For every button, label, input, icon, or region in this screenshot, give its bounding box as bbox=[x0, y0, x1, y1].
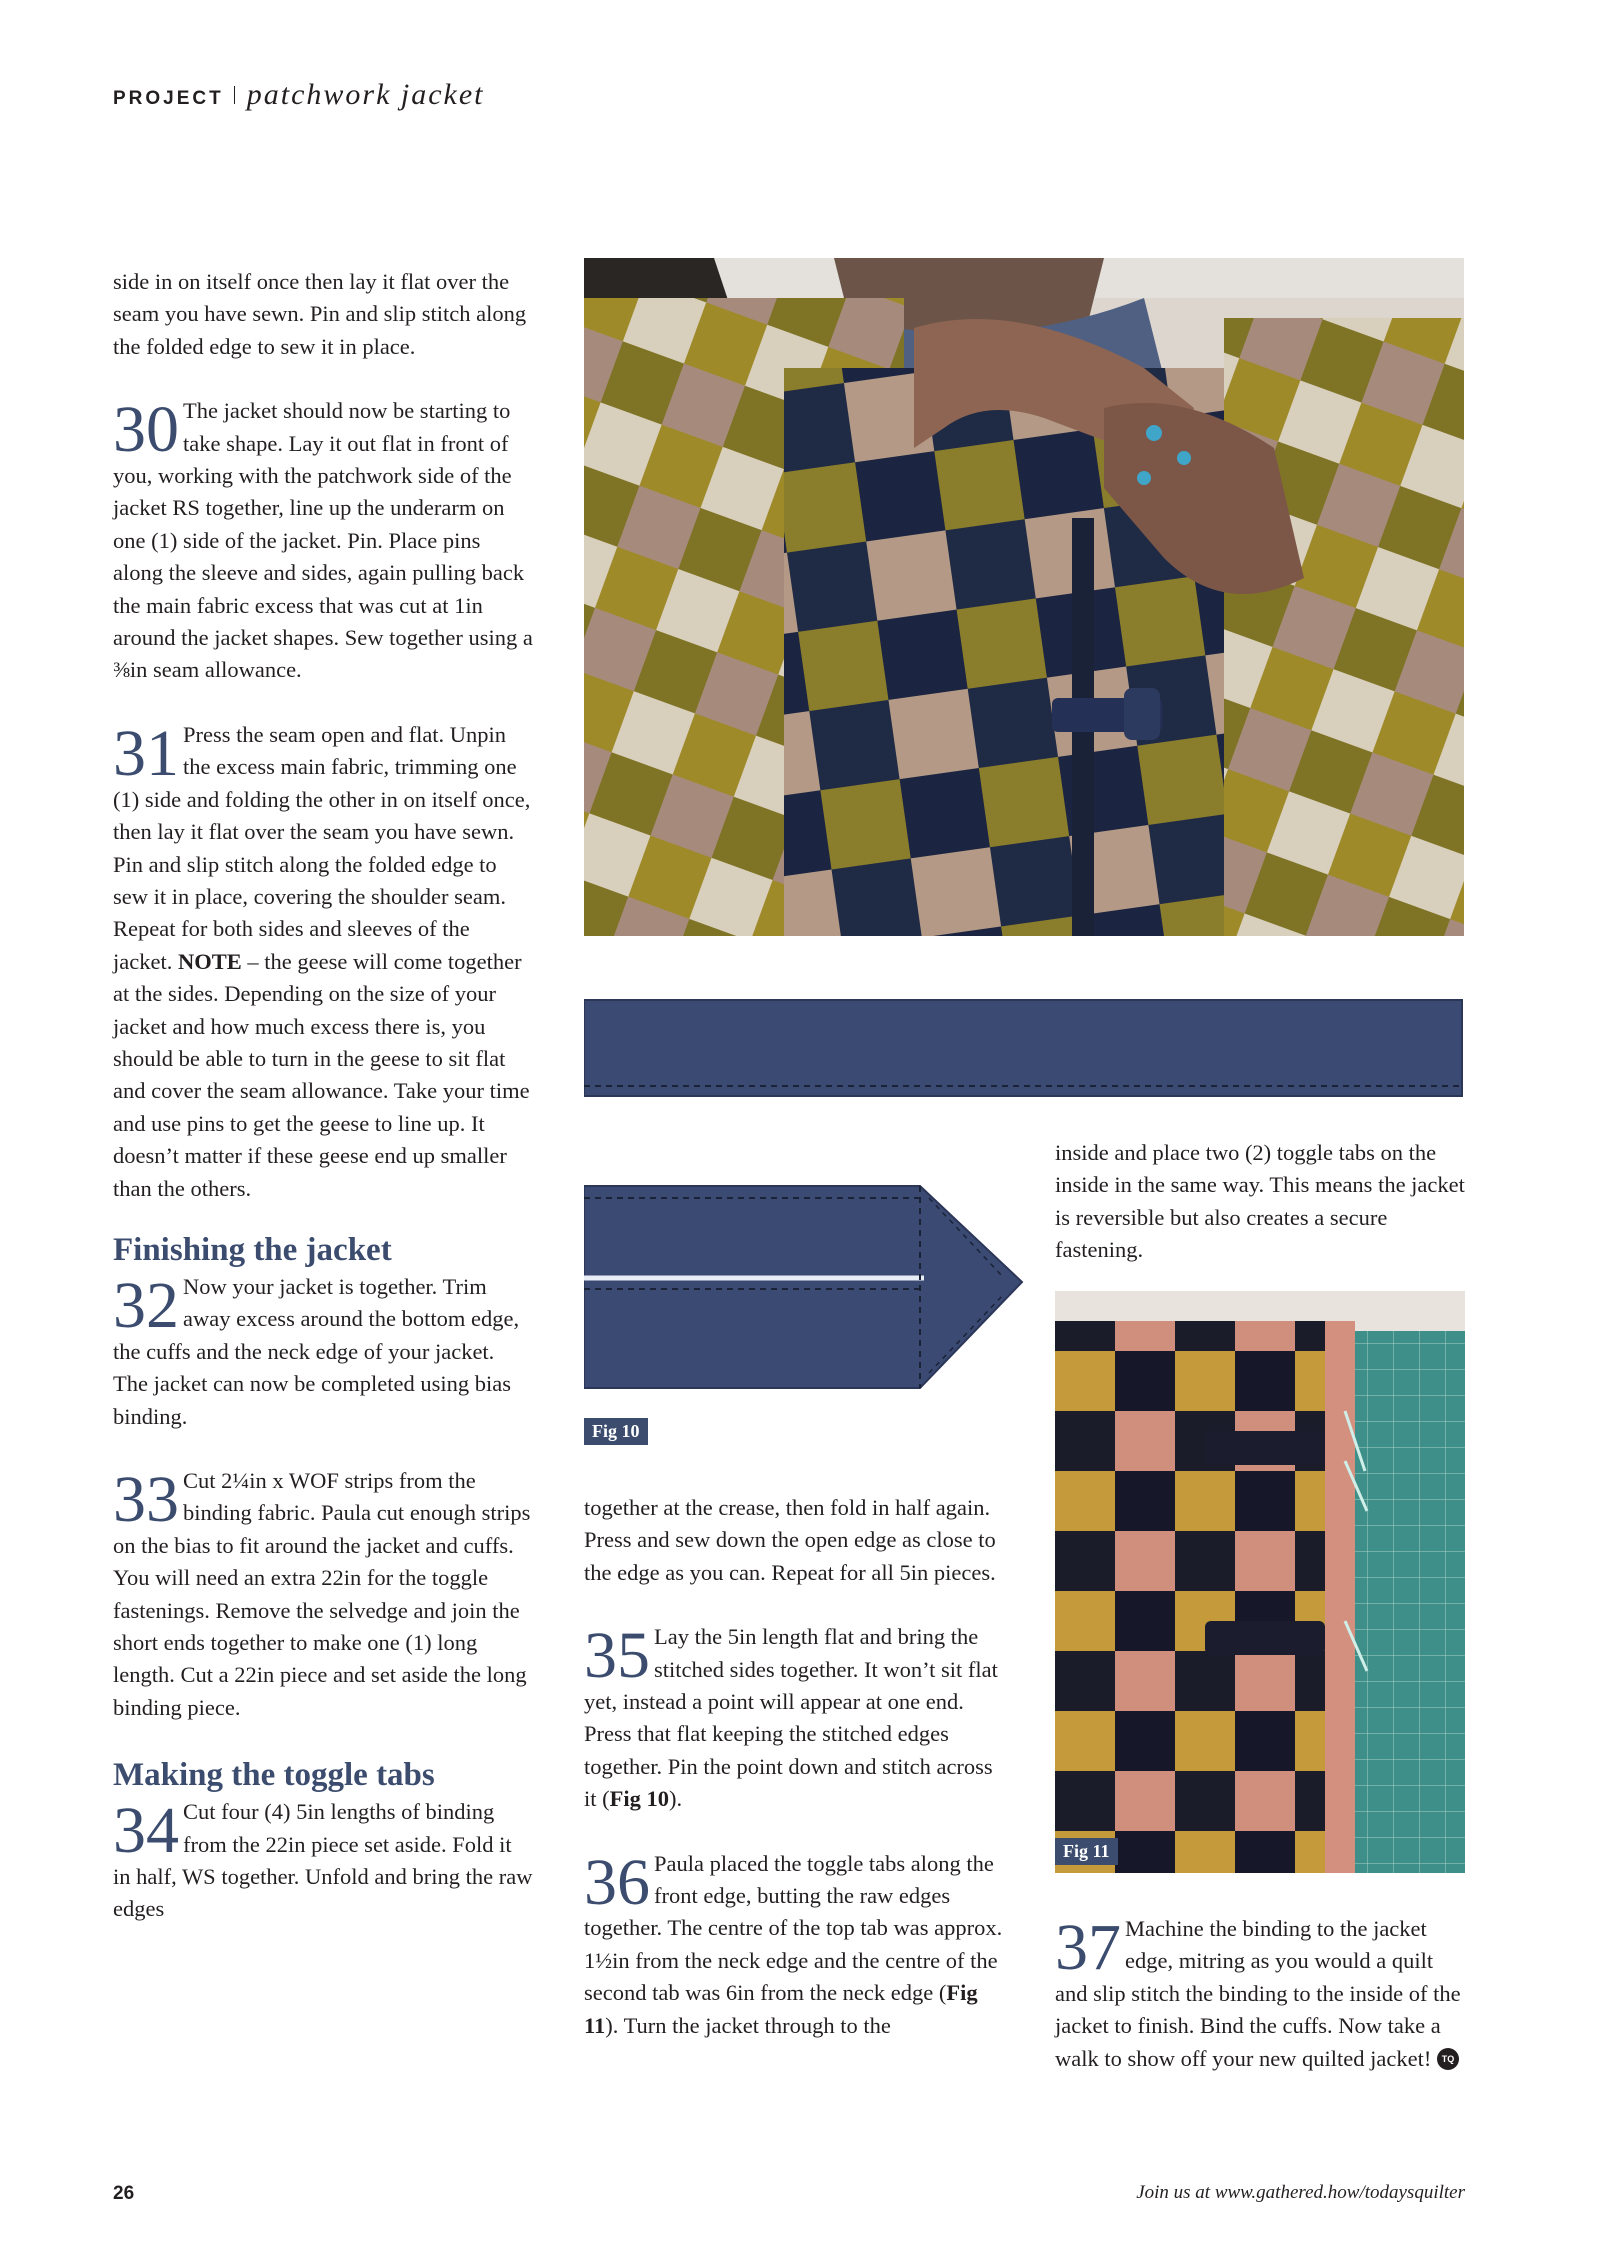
step-number: 36 bbox=[584, 1845, 650, 1919]
step-text: The jacket should now be starting to take shape. Lay it out flat in front of you, working with the patchwork side of the jacket RS together, line up the underarm on one (1) side of the jacket. Pin. Place pins along the sleeve and sides, again pulling back the main fabric excess that was cut at 1in around the jacket shapes. Sew together using a ⅜in seam allowance. bbox=[113, 398, 533, 683]
header-divider bbox=[234, 86, 235, 104]
jacket-photo bbox=[584, 258, 1464, 936]
step-34 bbox=[113, 1796, 533, 1926]
step-text-end: ). Turn the jacket through to the bbox=[605, 2012, 891, 2038]
column-1 bbox=[113, 266, 533, 1926]
step-text-continued: – the geese will come together at the sides. Depending on the size of your jacket and how much excess there is, you should be able to turn in the geese to sit flat and cover the seam allowance. Take your time and use pins to get the geese to line up. It doesn’t matter if these geese end up smaller than the others. bbox=[113, 948, 530, 1201]
step-text: Machine the binding to the jacket edge, mitring as you would a quilt and slip stitch the binding to the inside of the jacket to finish. Bind the cuffs. Now take a walk to show off your new quilted jacket! bbox=[1055, 1916, 1461, 2071]
step-30 bbox=[113, 395, 533, 687]
page-header bbox=[113, 78, 485, 112]
step-text: Press the seam open and flat. Unpin the excess main fabric, trimming one (1) side and folding the other in on itself once, then lay it flat over the seam you have sewn. Pin and slip stitch along the folded edge to sew it in place, covering the shoulder seam. Repeat for both sides and sleeves of the jacket. bbox=[113, 721, 531, 974]
fig-ref: Fig 11 bbox=[584, 1980, 978, 2038]
continued-paragraph: together at the crease, then fold in half again. Press and sew down the open edge as close to the edge as you can. Repeat for all 5in pieces. bbox=[584, 1495, 996, 1585]
continued-paragraph: inside and place two (2) toggle tabs on the inside in the same way. This means the jacket is reversible but also creates a secure fastening. bbox=[1055, 1140, 1465, 1263]
step-number: 37 bbox=[1055, 1911, 1121, 1984]
step-text: Now your jacket is together. Trim away excess around the bottom edge, the cuffs and the neck edge of your jacket. The jacket can now be completed using bias binding. bbox=[113, 1273, 520, 1429]
step-number: 32 bbox=[113, 1268, 179, 1342]
fig-ref: Fig 10 bbox=[609, 1786, 669, 1812]
end-mark-icon: TQ bbox=[1437, 2048, 1459, 2070]
step-text-end: ). bbox=[669, 1786, 683, 1812]
page-number: 26 bbox=[113, 2183, 135, 2204]
fig11-illustration bbox=[1055, 1291, 1465, 1873]
step-number: 31 bbox=[113, 716, 179, 790]
column-3-lower bbox=[1055, 1913, 1465, 2075]
fig10-label: Fig 10 bbox=[584, 1418, 648, 1445]
step-31 bbox=[113, 716, 533, 1205]
step-number: 33 bbox=[113, 1463, 179, 1536]
column-3 bbox=[1055, 1137, 1465, 1267]
column-2 bbox=[584, 1492, 1004, 2042]
step-text: Lay the 5in length flat and bring the stitched sides together. It won’t sit flat yet, instead a point will appear at one end. Press that flat keeping the stitched edges together. Pin the point down and stitch across it ( bbox=[584, 1624, 998, 1812]
step-35 bbox=[584, 1621, 1004, 1815]
step-33 bbox=[113, 1465, 533, 1724]
step-36 bbox=[584, 1845, 1004, 2042]
step-number: 34 bbox=[113, 1794, 179, 1868]
header-section: patchwork jacket bbox=[246, 78, 485, 111]
step-number: 35 bbox=[584, 1619, 650, 1693]
heading-finishing: Finishing the jacket bbox=[113, 1231, 392, 1268]
heading-toggle: Making the toggle tabs bbox=[113, 1757, 435, 1794]
note-label: NOTE bbox=[177, 948, 242, 974]
header-kicker: PROJECT bbox=[113, 88, 224, 109]
step-37 bbox=[1055, 1913, 1465, 2075]
step-text: Cut four (4) 5in lengths of binding from the 22in piece set aside. Fold it in half, WS together. Unfold and bring the raw edges bbox=[113, 1799, 533, 1922]
intro-paragraph: side in on itself once then lay it flat over the seam you have sewn. Pin and slip stitch along the folded edge to sew it in place. bbox=[113, 269, 527, 359]
jacket-photo-illustration bbox=[584, 258, 1464, 936]
step-text: Cut 2¼in x WOF strips from the binding fabric. Paula cut enough strips on the bias to fit around the jacket and cuffs. You will need an extra 22in for the toggle fastenings. Remove the selvedge and join the short ends together to make one (1) long length. Cut a 22in piece and set aside the long binding piece. bbox=[113, 1468, 531, 1720]
step-text: Paula placed the toggle tabs along the front edge, butting the raw edges together. The centre of the top tab was approx. 1½in from the neck edge and the centre of the second tab was 6in from the neck edge ( bbox=[584, 1850, 1003, 2006]
footer-url: Join us at www.gathered.how/todaysquilter bbox=[1136, 2182, 1465, 2203]
step-32 bbox=[113, 1268, 533, 1433]
step-number: 30 bbox=[113, 393, 179, 467]
fig11-photo bbox=[1055, 1291, 1465, 1873]
fig11-label: Fig 11 bbox=[1055, 1838, 1118, 1865]
